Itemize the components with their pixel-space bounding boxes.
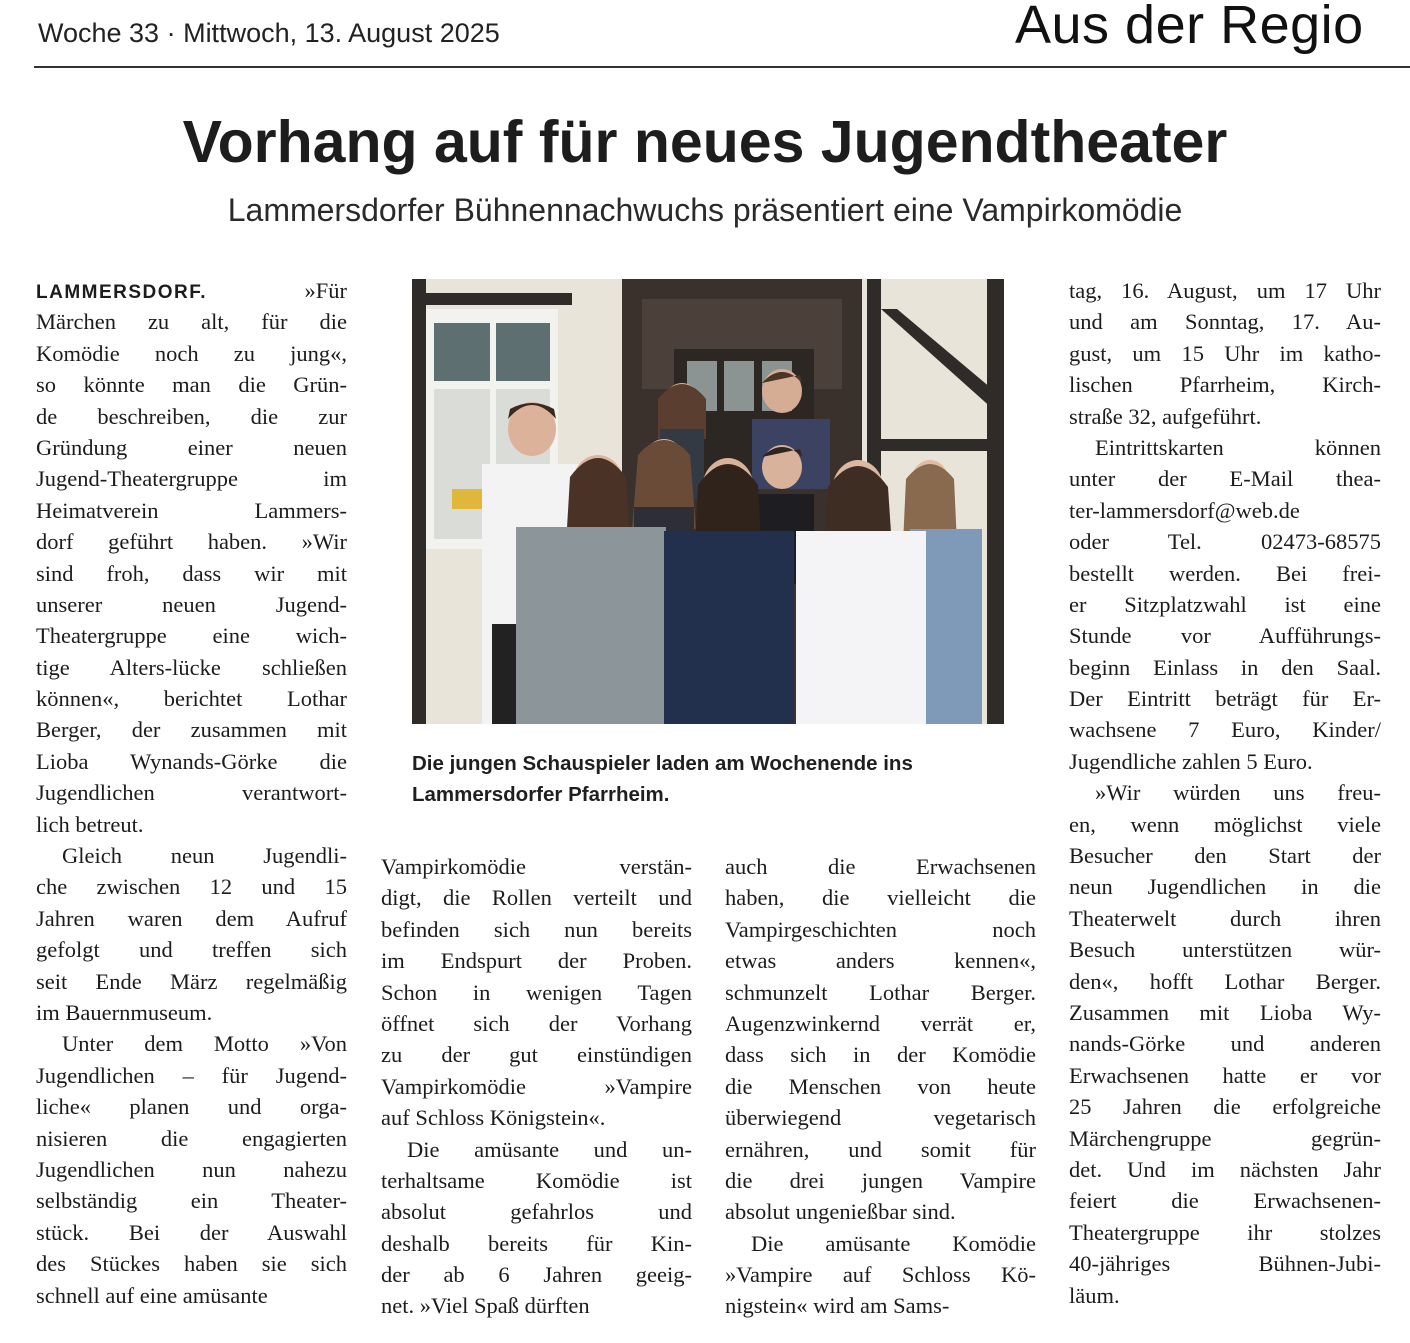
article-text-fragment: »Für (304, 278, 347, 303)
article-text-line: er Sitzplatzwahl ist eine (1069, 591, 1381, 617)
article-text-line: Lioba Wynands-Görke die (36, 748, 347, 774)
article-text-line: Jugendlichen nun nahezu (36, 1156, 347, 1182)
article-text-line: so könnte man die Grün- (36, 372, 347, 398)
article-text-line: seit Ende März regelmäßig (36, 968, 347, 994)
article-text-line: unserer neuen Jugend- (36, 591, 347, 617)
article-text-line: Schon in wenigen Tagen (381, 979, 692, 1005)
header-rule (34, 66, 1410, 68)
article-text-line: 25 Jahren die erfolgreiche (1069, 1094, 1381, 1120)
article-text-line: Märchengruppe gegrün- (1069, 1125, 1381, 1151)
article-text-line: tag, 16. August, um 17 Uhr (1069, 278, 1381, 303)
article-text-line: Komödie noch zu jung«, (36, 340, 347, 366)
article-text-line: lischen Pfarrheim, Kirch- (1069, 372, 1381, 398)
article-text-line: deshalb bereits für Kin- (381, 1230, 692, 1256)
article-text-line: die drei jungen Vampire (725, 1167, 1036, 1193)
article-text-line: beginn Einlass in den Saal. (1069, 654, 1381, 680)
section-title: Aus der Regio (1015, 0, 1364, 55)
article-text-line: neun Jugendlichen in die (1069, 874, 1381, 900)
article-text-line: Unter dem Motto »Von (62, 1031, 347, 1057)
group-photo-illustration (412, 279, 1004, 724)
article-text-line: zu der gut einstündigen (381, 1042, 692, 1068)
article-text-line: Augenzwinkernd verrät er, (725, 1010, 1036, 1036)
article-text-line: auf Schloss Königstein«. (381, 1105, 606, 1131)
article-text-line: des Stückes haben sie sich (36, 1251, 347, 1277)
article-text-line: Besuch unterstützen wür- (1069, 937, 1381, 963)
article-text-line: bestellt werden. Bei frei- (1069, 560, 1381, 586)
article-text-line: Die amüsante Komödie (751, 1230, 1036, 1256)
article-text-line: »Wir würden uns freu- (1095, 780, 1381, 806)
article-text-line: Zusammen mit Lioba Wy- (1069, 999, 1381, 1025)
article-text-line: Heimatverein Lammers- (36, 497, 347, 523)
article-text-line: ter-lammersdorf@web.de (1069, 497, 1300, 523)
article-text-line: »Vampire auf Schloss Kö- (725, 1262, 1036, 1288)
article-text-line: selbständig ein Theater- (36, 1188, 347, 1214)
article-text-line: nigstein« wird am Sams- (725, 1293, 950, 1319)
article-column-4 (1069, 275, 1381, 1311)
article-text-line: dass sich in der Komödie (725, 1042, 1036, 1068)
article-text-line: 40-jähriges Bühnen-Jubi- (1069, 1251, 1381, 1277)
article-text-line: terhaltsame Komödie ist (381, 1167, 692, 1193)
article-text-line: tige Alters-lücke schließen (36, 654, 347, 680)
article-text-line: befinden sich nun bereits (381, 916, 692, 942)
article-text-line: öffnet sich der Vorhang (381, 1010, 692, 1036)
article-text-line: net. »Viel Spaß dürften (381, 1293, 590, 1319)
article-text-line: gefolgt und treffen sich (36, 937, 347, 963)
article-text-line: absolut gefahrlos und (381, 1199, 692, 1225)
article-column-2 (381, 851, 692, 1322)
photo-caption-line: Die jungen Schauspieler laden am Wochenende ins (412, 752, 913, 775)
article-column-3 (725, 851, 1036, 1322)
article-text-line: wachsene 7 Euro, Kinder/ (1069, 717, 1381, 743)
article-text-line: überwiegend vegetarisch (725, 1105, 1036, 1131)
article-text-line: gust, um 15 Uhr im katho- (1069, 340, 1381, 366)
article-text-line: straße 32, aufgeführt. (1069, 403, 1262, 429)
article-text-line: liche« planen und orga- (36, 1094, 347, 1120)
article-text-line: der ab 6 Jahren geeig- (381, 1262, 692, 1288)
article-text-line: Vampirkomödie »Vampire (381, 1073, 692, 1099)
article-text-line: läum. (1069, 1282, 1120, 1308)
photo-caption (412, 748, 1012, 810)
article-text-line: stück. Bei der Auswahl (36, 1219, 347, 1245)
article-text-line: haben, die vielleicht die (725, 885, 1036, 911)
article-text-line: Theatergruppe ihr stolzes (1069, 1219, 1381, 1245)
article-text-line: Jugend-Theatergruppe im (36, 466, 347, 492)
article-headline: Vorhang auf für neues Jugendtheater (182, 109, 1228, 175)
article-text-line: Jahren waren dem Aufruf (36, 905, 347, 931)
article-text-line: dorf geführt haben. »Wir (36, 529, 347, 555)
article-text-line: oder Tel. 02473-68575 (1069, 529, 1381, 555)
article-text-line: den«, hofft Lothar Berger. (1069, 968, 1381, 994)
article-text-line: Die amüsante und un- (407, 1136, 692, 1162)
article-text-line: sind froh, dass wir mit (36, 560, 347, 586)
article-text-line: Märchen zu alt, für die (36, 309, 347, 335)
article-text-line: Gleich neun Jugendli- (62, 843, 347, 869)
article-text-line: absolut ungenießbar sind. (725, 1199, 956, 1225)
article-text-line: auch die Erwachsenen (725, 854, 1036, 879)
article-text-line: nisieren die engagierten (36, 1125, 347, 1151)
article-text-line: Jugendlichen verantwort- (36, 780, 347, 806)
article-text-line: lich betreut. (36, 811, 144, 837)
article-subheadline: Lammersdorfer Bühnennachwuchs präsentiert eine Vampirkomödie (227, 192, 1183, 228)
article-text-line: Jugendlichen – für Jugend- (36, 1062, 347, 1088)
article-text-line: Vampirkomödie verstän- (381, 854, 692, 879)
article-text-line: und am Sonntag, 17. Au- (1069, 309, 1381, 335)
photo-caption-line: Lammersdorfer Pfarrheim. (412, 783, 670, 806)
article-text-line: Vampirgeschichten noch (725, 916, 1036, 942)
article-text-line: nands-Görke und anderen (1069, 1031, 1381, 1057)
article-text-line: che zwischen 12 und 15 (36, 874, 347, 900)
article-text-line: Theatergruppe eine wich- (36, 623, 347, 649)
article-text-line: können«, berichtet Lothar (36, 686, 347, 712)
article-text-line (36, 275, 347, 306)
article-text-line: Theaterwelt durch ihren (1069, 905, 1381, 931)
article-text-line: feiert die Erwachsenen- (1069, 1188, 1381, 1214)
article-text-line: Eintrittskarten können (1095, 434, 1381, 460)
article-text-line: etwas anders kennen«, (725, 948, 1036, 974)
article-text-line: Besucher den Start der (1069, 843, 1381, 869)
article-text-line: schmunzelt Lothar Berger. (725, 979, 1036, 1005)
article-text-line: Erwachsenen hatte er vor (1069, 1062, 1381, 1088)
article-column-1 (36, 275, 347, 1311)
article-text-line: ernähren, und somit für (725, 1136, 1036, 1162)
article-text-line: Berger, der zusammen mit (36, 717, 347, 743)
header-date-line: Woche 33 · Mittwoch, 13. August 2025 (38, 18, 500, 48)
group-photo (412, 279, 1004, 724)
article-text-line: digt, die Rollen verteilt und (381, 885, 692, 911)
article-text-line: unter der E-Mail thea- (1069, 466, 1381, 492)
article-text-line: Gründung einer neuen (36, 434, 347, 460)
article-text-line: im Endspurt der Proben. (381, 948, 692, 974)
article-text-line: de beschreiben, die zur (36, 403, 347, 429)
dateline: LAMMERSDORF. (36, 282, 208, 303)
article-text-line: schnell auf eine amüsante (36, 1282, 268, 1308)
article-text-line: die Menschen von heute (725, 1073, 1036, 1099)
article-text-line: Jugendliche zahlen 5 Euro. (1069, 748, 1313, 774)
article-text-line: Stunde vor Aufführungs- (1069, 623, 1381, 649)
article-text-line: im Bauernmuseum. (36, 999, 213, 1025)
article-text-line: det. Und im nächsten Jahr (1069, 1156, 1381, 1182)
article-text-line: en, wenn möglichst viele (1069, 811, 1381, 837)
article-text-line: Der Eintritt beträgt für Er- (1069, 686, 1381, 712)
